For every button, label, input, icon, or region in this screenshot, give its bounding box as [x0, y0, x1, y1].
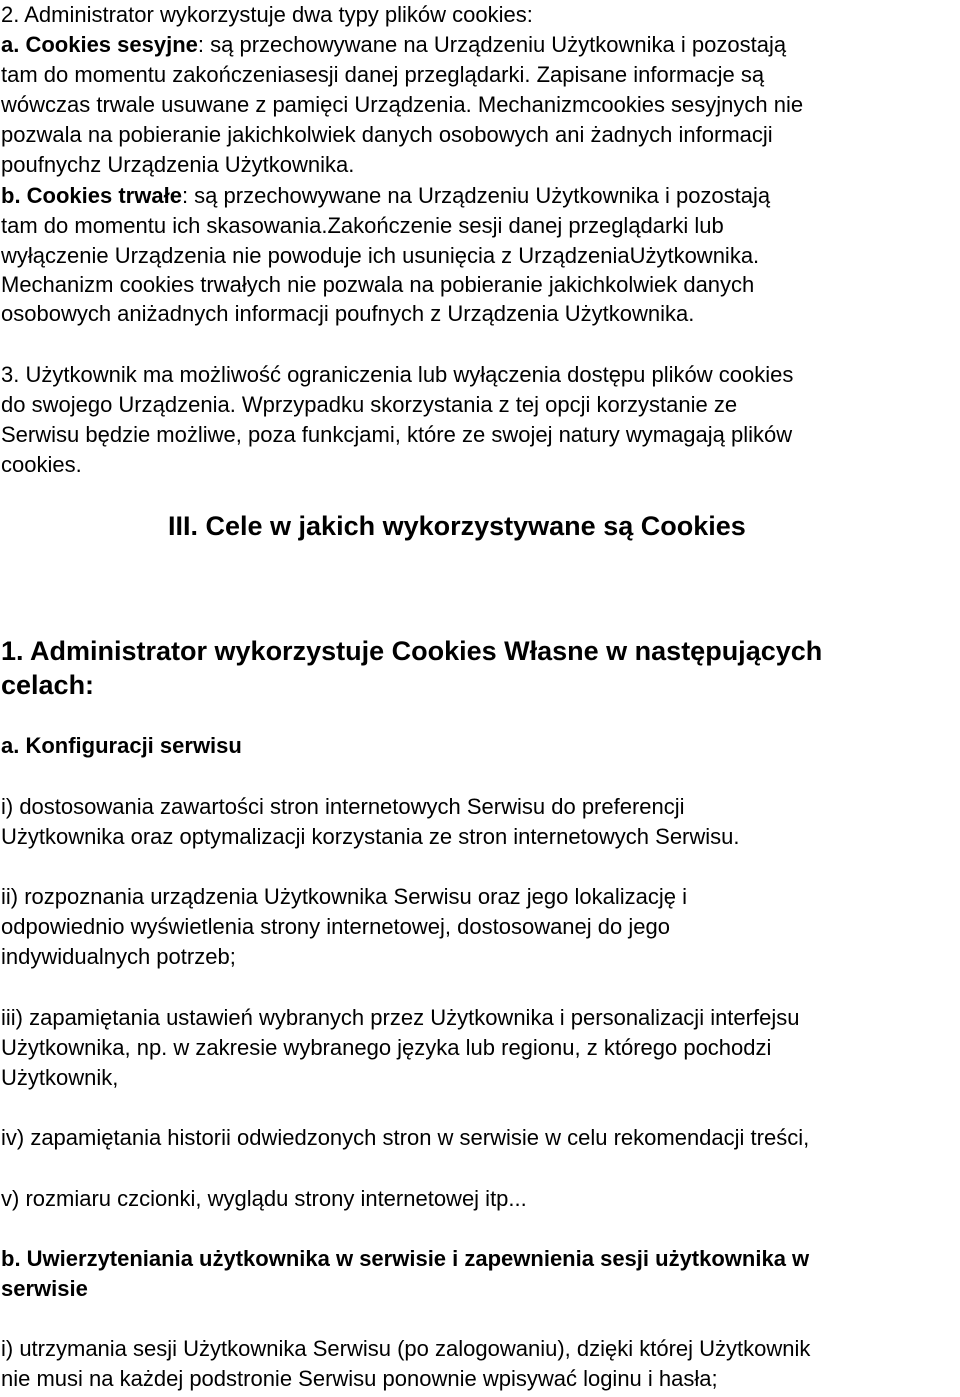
item-iii-line-2: Użytkownika, np. w zakresie wybranego języka lub regionu, z którego pochodzi — [1, 1035, 772, 1060]
item-i-line-1: i) dostosowania zawartości stron internetowych Serwisu do preferencji — [1, 794, 685, 819]
item-ii-line-1: ii) rozpoznania urządzenia Użytkownika Serwisu oraz jego lokalizację i — [1, 884, 687, 909]
cookies-trwale-label: b. Cookies trwałe — [1, 183, 182, 208]
heading-b-line-2: serwisie — [1, 1276, 88, 1301]
item-iii-line-1: iii) zapamiętania ustawień wybranych przez Użytkownika i personalizacji interfejsu — [1, 1005, 800, 1030]
section-2-intro: 2. Administrator wykorzystuje dwa typy plików cookies: — [1, 2, 533, 27]
section-2b-line-4: Mechanizm cookies trwałych nie pozwala na pobieranie jakichkolwiek danych — [1, 272, 755, 297]
cookies-sesyjne-label: a. Cookies sesyjne — [1, 32, 198, 57]
section-2b-line-2: tam do momentu ich skasowania.Zakończenie sesji danej przeglądarki lub — [1, 213, 724, 238]
item-ii-line-3: indywidualnych potrzeb; — [1, 944, 236, 969]
section-2a-line-5: poufnychz Urządzenia Użytkownika. — [1, 152, 355, 177]
section-3-line-3: Serwisu będzie możliwe, poza funkcjami, które ze swojej natury wymagają plików — [1, 422, 793, 447]
heading-1-line-2: celach: — [1, 670, 95, 700]
heading-1-line-1: 1. Administrator wykorzystuje Cookies Własne w następujących — [1, 636, 823, 666]
item-ii-line-2: odpowiednio wyświetlenia strony internetowej, dostosowanej do jego — [1, 914, 670, 939]
section-2b-line-1: b. Cookies trwałe: są przechowywane na Urządzeniu Użytkownika i pozostają — [1, 183, 771, 208]
item-iii-line-3: Użytkownik, — [1, 1065, 119, 1090]
item-iv: iv) zapamiętania historii odwiedzonych stron w serwisie w celu rekomendacji treści, — [1, 1125, 810, 1150]
item-b-i-line-2: nie musi na każdej podstronie Serwisu ponownie wpisywać loginu i hasła; — [1, 1366, 718, 1391]
heading-section-III: III. Cele w jakich wykorzystywane są Cookies — [168, 511, 746, 541]
item-i-line-2: Użytkownika oraz optymalizacji korzystania ze stron internetowych Serwisu. — [1, 824, 740, 849]
section-2a-line-3: wówczas trwale usuwane z pamięci Urządzenia. Mechanizmcookies sesyjnych nie — [1, 92, 804, 117]
section-2b-line-3: wyłączenie Urządzenia nie powoduje ich usunięcia z UrządzeniaUżytkownika. — [1, 243, 760, 268]
section-3-line-2: do swojego Urządzenia. Wprzypadku skorzystania z tej opcji korzystanie ze — [1, 392, 738, 417]
section-2b-line-5: osobowych aniżadnych informacji poufnych z Urządzenia Użytkownika. — [1, 301, 695, 326]
item-v: v) rozmiaru czcionki, wyglądu strony internetowej itp... — [1, 1186, 527, 1211]
heading-b-line-1: b. Uwierzyteniania użytkownika w serwisie i zapewnienia sesji użytkownika w — [1, 1246, 810, 1271]
section-3-line-4: cookies. — [1, 452, 82, 477]
section-3-line-1: 3. Użytkownik ma możliwość ograniczenia lub wyłączenia dostępu plików cookies — [1, 362, 794, 387]
section-2a-line-2: tam do momentu zakończeniasesji danej przeglądarki. Zapisane informacje są — [1, 62, 765, 87]
heading-a-konfiguracji: a. Konfiguracji serwisu — [1, 733, 242, 758]
section-2a-line-1: a. Cookies sesyjne: są przechowywane na Urządzeniu Użytkownika i pozostają — [1, 32, 787, 57]
section-2a-line-4: pozwala na pobieranie jakichkolwiek danych osobowych ani żadnych informacji — [1, 122, 773, 147]
item-b-i-line-1: i) utrzymania sesji Użytkownika Serwisu (po zalogowaniu), dzięki której Użytkownik — [1, 1336, 811, 1361]
